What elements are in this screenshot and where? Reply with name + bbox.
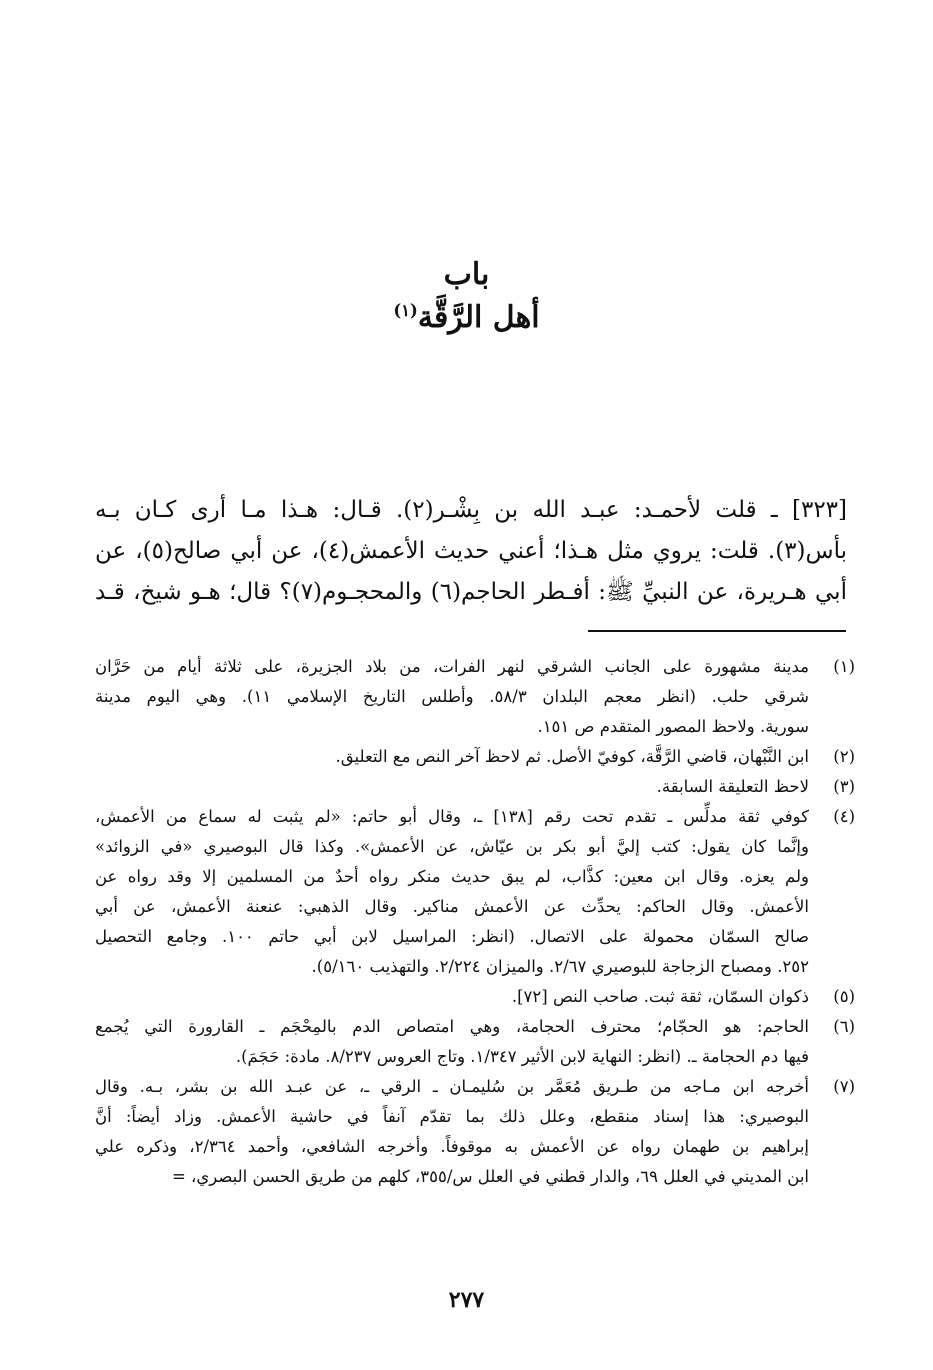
chapter-title: أهل الرَّقَّة xyxy=(417,300,540,335)
footnote-line: شرقي حلب. (انظر معجم البلدان ٥٨/٣. وأطلس التاريخ الإسلامي ١١). وهي اليوم مدينة xyxy=(95,687,809,706)
footnotes xyxy=(95,652,855,1192)
footnote-line: ولم يعزه. وقال ابن معين: كذَّاب، لم يبق حديث منكر رواه أحدٌ من المسلمين إلا وقد رواه عن xyxy=(95,867,809,886)
footnote-line: الأعمش. وقال الحاكم: يحدِّث عن الأعمش مناكير. وقال الذهبي: عنعنة الأعمش، عن أبي xyxy=(95,897,809,916)
main-text-line: بأس(٣). قلت: يروي مثل هـذا؛ أعني حديث الأعمش(٤)، عن أبي صالح(٥)، عن xyxy=(95,538,847,564)
main-text xyxy=(95,490,847,613)
footnote-line: ابن النَّبْهان، قاضي الرَّقَّة، كوفيّ الأصل. ثم لاحظ آخر النص مع التعليق. xyxy=(335,747,809,766)
footnote-number: (٤) xyxy=(833,807,855,826)
footnote-number: (٧) xyxy=(833,1077,855,1096)
footnote-body xyxy=(95,652,809,742)
footnote xyxy=(95,772,855,802)
footnote-line: وإنَّما كان يقول: كتب إليَّ أبو بكر بن عيّاش، عن الأعمش». وكذا قال البوصيري «في الزوائد» xyxy=(95,837,809,856)
main-text-line: أبي هـريرة، عن النبيِّ ﷺ: أفـطر الحاجم(٦) والمحجـوم(٧)؟ قال؛ هـو شيخ، قـد xyxy=(95,579,847,605)
footnote-line: الحاجم: هو الحجّام؛ محترف الحجامة، وهي امتصاص الدم بالمِحْجَم ـ القارورة التي يُجمع xyxy=(95,1017,809,1036)
footnote-line: ذكوان السمّان، ثقة ثبت. صاحب النص [٧٢]. xyxy=(511,987,809,1006)
footnote xyxy=(95,982,855,1012)
footnote-line: كوفي ثقة مدلِّس ـ تقدم تحت رقم [١٣٨] ـ، وقال أبو حاتم: «لم يثبت له سماع من الأعمش، xyxy=(95,807,809,826)
footnote xyxy=(95,802,855,982)
footnote xyxy=(95,1012,855,1072)
footnote-line: ٢٥٢. ومصباح الزجاجة للبوصيري ٢/٦٧. والميزان ٢/٢٢٤. والتهذيب ٥/١٦٠). xyxy=(311,957,809,976)
footnote xyxy=(95,742,855,772)
footnote-body xyxy=(95,742,809,772)
footnote-body xyxy=(95,1012,809,1072)
footnote-line: أخرجه ابن مـاجه من طـريق مُعَمَّر بن سُليمـان ـ الرقي ـ، عن عبـد الله بن بشر، بـه. وقال xyxy=(95,1077,809,1096)
footnote-separator xyxy=(588,630,846,632)
footnote-line: لاحظ التعليقة السابقة. xyxy=(656,777,809,796)
footnote-line: البوصيري: هذا إسناد منقطع، وعلل ذلك بما تقدّم آنفاً في حاشية الأعمش. وزاد أيضاً: أنَّ xyxy=(95,1107,809,1126)
footnote xyxy=(95,652,855,742)
chapter-footnote-ref: (١) xyxy=(393,301,418,320)
footnote-line: مدينة مشهورة على الجانب الشرقي لنهر الفرات، من بلاد الجزيرة، على ثلاثة أيام من حَرَّان xyxy=(95,657,809,676)
chapter-kind: باب xyxy=(443,257,490,292)
footnote-line: فيها دم الحجامة ـ. (انظر: النهاية لابن الأثير ١/٣٤٧. وتاج العروس ٨/٢٣٧. مادة: حَجَمَ). xyxy=(235,1047,809,1066)
footnote xyxy=(95,1072,855,1192)
footnote-body xyxy=(95,802,809,982)
footnote-number: (١) xyxy=(833,657,855,676)
footnote-line: سورية. ولاحظ المصور المتقدم ص ١٥١. xyxy=(537,717,809,736)
footnote-body xyxy=(95,1072,809,1192)
footnote-body xyxy=(95,772,809,802)
footnote-line: ابن المديني في العلل ٦٩، والدار قطني في العلل س/٣٥٥، كلهم من طريق الحسن البصري، = xyxy=(171,1167,809,1186)
footnote-body xyxy=(95,982,809,1012)
page-number: ٢٧٧ xyxy=(448,1287,485,1313)
chapter-heading xyxy=(0,254,933,340)
footnote-number: (٣) xyxy=(833,777,855,796)
footnote-number: (٥) xyxy=(833,987,855,1006)
main-text-line: [٣٢٣] ـ قلت لأحمـد: عبـد الله بن بِشْـر(٢). قـال: هـذا مـا أرى كـان بـه xyxy=(95,497,848,523)
footnote-number: (٦) xyxy=(833,1017,855,1036)
footnote-number: (٢) xyxy=(833,747,855,766)
footnote-line: صالح السمّان محمولة على الاتصال. (انظر: المراسيل لابن أبي حاتم ١٠٠. وجامع التحصيل xyxy=(95,927,809,946)
footnote-line: إبراهيم بن طهمان رواه عن الأعمش به موقوفاً. وأخرجه الشافعي، وأحمد ٢/٣٦٤، وذكره علي xyxy=(95,1137,809,1156)
chapter-title-line xyxy=(0,296,933,340)
